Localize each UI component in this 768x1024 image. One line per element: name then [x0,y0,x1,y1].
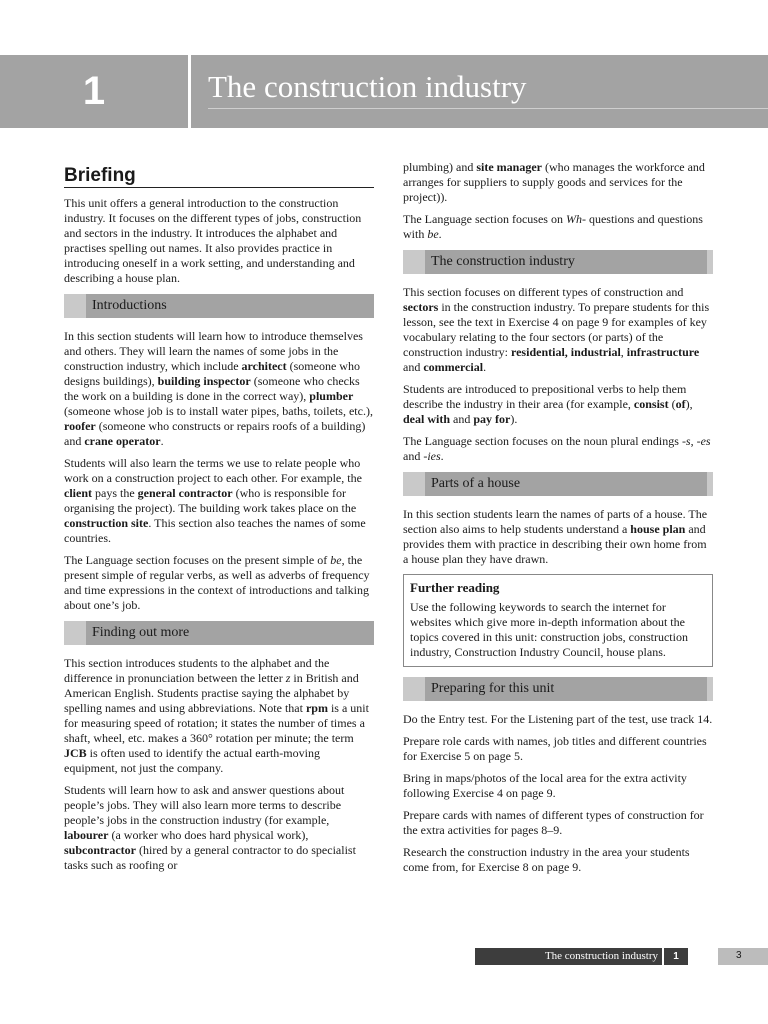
text-run: (hired by a general contractor to do specialist tasks such as roofing or [64,843,356,872]
paragraph [403,160,713,205]
bold-term: of [675,397,686,411]
bold-term: construction site [64,516,149,530]
section-heading-preparing [403,677,713,701]
text-run: questions and questions with [403,212,703,241]
further-reading-box [403,574,713,667]
text-run: is a unit for measuring speed of rotation; it states the number of times a shaft, wheel, etc. makes a 360° rotation per minute; the term [64,701,369,745]
header-rule [208,108,768,109]
parts-of-a-house-body [403,507,713,567]
text-run: pays the [92,486,138,500]
paragraph [403,382,713,427]
section-heading-label: Finding out more [92,625,190,640]
text-run: (someone who constructs or repairs roofs of a building) and [64,419,366,448]
text-run: (a worker who does hard physical work), [108,828,309,842]
text-run: ), [685,397,693,411]
text-run: Students are introduced to prepositional verbs to help them describe the industry in their area (for example, [403,382,687,411]
unit-title: The construction industry [208,69,527,104]
unit-header-band [0,55,768,128]
bold-term: architect [241,359,287,373]
bold-term: general contractor [137,486,233,500]
paragraph [64,553,374,613]
italic-term: z [285,671,291,685]
text-run: Do the Entry test. For the Listening part of the test, use track 14. [403,712,713,726]
heading-end-tab [707,250,713,274]
text-run: In this section students will learn how to introduce themselves and others. They will learn the names of some jobs in the construction industry, which include [64,329,363,373]
text-run: (someone who designs buildings), [64,359,360,388]
further-reading-title: Further reading [410,580,500,595]
italic-term: Wh- [565,212,586,226]
bold-term: client [64,486,92,500]
italic-term: -es [696,434,711,448]
text-run: Bring in maps/photos of the local area for the extra activity following Exercise 4 on page 9. [403,771,687,800]
bold-term: sectors [403,300,439,314]
text-run: This section introduces students to the alphabet and the difference in pronunciation between the letter [64,656,330,685]
text-run: The Language section focuses on the present simple of [64,553,331,567]
header-divider [188,55,191,128]
paragraph [64,783,374,873]
text-run: This unit offers a general introduction to the construction industry. It focuses on the different types of jobs, construction and sectors in the industry. It introduces the alphabet and practises spelling out names. It also provides practice in introducing oneself in a work setting, and understanding and describing a house plan. [64,196,362,285]
paragraph [64,196,374,286]
text-run: (who is responsible for organising the project). The building work takes place on the [64,486,357,515]
footer-running-head [475,948,688,965]
text-run: (someone who checks the work on a building is done in the correct way), [64,374,360,403]
briefing-heading: Briefing [64,168,374,188]
text-run: Students will learn how to ask and answer questions about people’s jobs. They will also learn more terms to describe people’s jobs in the construction industry (for example, [64,783,345,827]
paragraph [403,845,713,875]
bold-term: infrastructure [626,345,700,359]
bold-term: subcontractor [64,843,136,857]
heading-end-tab [707,472,713,496]
footer-title: The construction industry [544,950,658,962]
text-run: Prepare role cards with names, job titles and different countries for Exercise 5 on page 5. [403,734,707,763]
paragraph [403,734,713,764]
text-run: , the present simple of regular verbs, as well as adverbs of frequency and time expressions in the context of introductions and talking about one’s job. [64,553,370,612]
text-run: The Language section focuses on [403,212,566,226]
bold-term: JCB [64,746,87,760]
text-run: in the construction industry. To prepare students for this lesson, see the text in Exercise 4 on page 9 for examples of key vocabulary relating to the four sectors (or parts) of the construction industry: [403,300,710,359]
text-run: Prepare cards with names of different types of construction for the extra activities for pages 8–9. [403,808,704,837]
section-heading-construction-industry [403,250,713,274]
section-heading-label: Preparing for this unit [431,681,555,696]
bold-term: plumber [309,389,354,403]
text-run: . [160,434,164,448]
text-run: (who manages the workforce and arranges for suppliers to supply goods and services for the project)). [403,160,705,204]
italic-term: be [427,227,439,241]
text-run: Research the construction industry in the area your students come from, for Exercise 8 on page 9. [403,845,690,874]
paragraph [64,656,374,776]
text-run: , [620,345,627,359]
bold-term: building inspector [157,374,251,388]
paragraph [403,212,713,242]
text-run: (someone whose job is to install water pipes, baths, toilets, etc.), [64,404,373,418]
bold-term: roofer [64,419,96,433]
italic-term: -ies [423,449,441,463]
text-run: . [483,360,487,374]
section-heading-label: The construction industry [431,254,575,269]
paragraph [403,285,713,375]
briefing-body [64,196,374,286]
bold-term: rpm [305,701,328,715]
right-column [403,160,713,882]
bold-term: deal with [403,412,451,426]
heading-tab [403,472,425,496]
left-column [64,165,374,880]
section-heading-parts-of-a-house [403,472,713,496]
text-run: and [450,412,474,426]
heading-tab [403,250,425,274]
text-run: is often used to identify the actual earth-moving equipment, not just the company. [64,746,320,775]
paragraph [403,712,713,727]
preparing-body [403,712,713,875]
text-run: In this section students learn the names of parts of a house. The section also aims to help students understand a [403,507,708,536]
italic-term: be [330,553,342,567]
footer-unit-number: 1 [662,948,688,965]
paragraph [403,808,713,838]
construction-industry-body [403,285,713,464]
bold-term: labourer [64,828,109,842]
introductions-body [64,329,374,613]
heading-tab [403,677,425,701]
further-reading-text: Use the following keywords to search the internet for websites which give more in-depth information about the topics covered in this unit: construction jobs, construction industry, Construction Industry Council, house plans. [410,600,688,659]
bold-term: crane operator [84,434,161,448]
bold-term: residential, industrial [511,345,621,359]
heading-tab [64,294,86,318]
text-run: Students will also learn the terms we use to relate people who work on a construction project to each other. For example, the [64,456,362,485]
paragraph [403,507,713,567]
bold-term: pay for [473,412,511,426]
section-heading-introductions [64,294,374,318]
text-run: in British and American English. Students practise saying the alphabet by spelling names and using abbreviations. Note that [64,671,359,715]
bold-term: consist [633,397,669,411]
footer-page-tab [718,948,768,965]
section-heading-label: Parts of a house [431,476,521,491]
text-run: and [403,360,424,374]
bold-term: site manager [476,160,542,174]
text-run: The Language section focuses on the noun plural endings [403,434,682,448]
section-heading-finding-out-more [64,621,374,645]
paragraph [64,456,374,546]
text-run: . [438,227,442,241]
finding-out-more-body [64,656,374,873]
text-run: . This section also teaches the names of some countries. [64,516,366,545]
italic-term: -s [681,434,691,448]
paragraph [403,434,713,464]
heading-tab [64,621,86,645]
paragraph [403,771,713,801]
text-run: . [440,449,444,463]
text-run: ). [510,412,518,426]
text-run: ( [668,397,676,411]
text-run: , [690,434,697,448]
heading-end-tab [707,677,713,701]
continued-body [403,160,713,242]
page-number: 3 [736,950,742,961]
unit-number: 1 [82,69,106,113]
bold-term: commercial [423,360,484,374]
paragraph [64,329,374,449]
text-run: plumbing) and [403,160,477,174]
text-run: and [403,449,424,463]
section-heading-label: Introductions [92,298,167,313]
text-run: This section focuses on different types of construction and [403,285,684,299]
bold-term: house plan [630,522,686,536]
text-run: and provides them with practice in describing their own home from a house plan they have drawn. [403,522,707,566]
